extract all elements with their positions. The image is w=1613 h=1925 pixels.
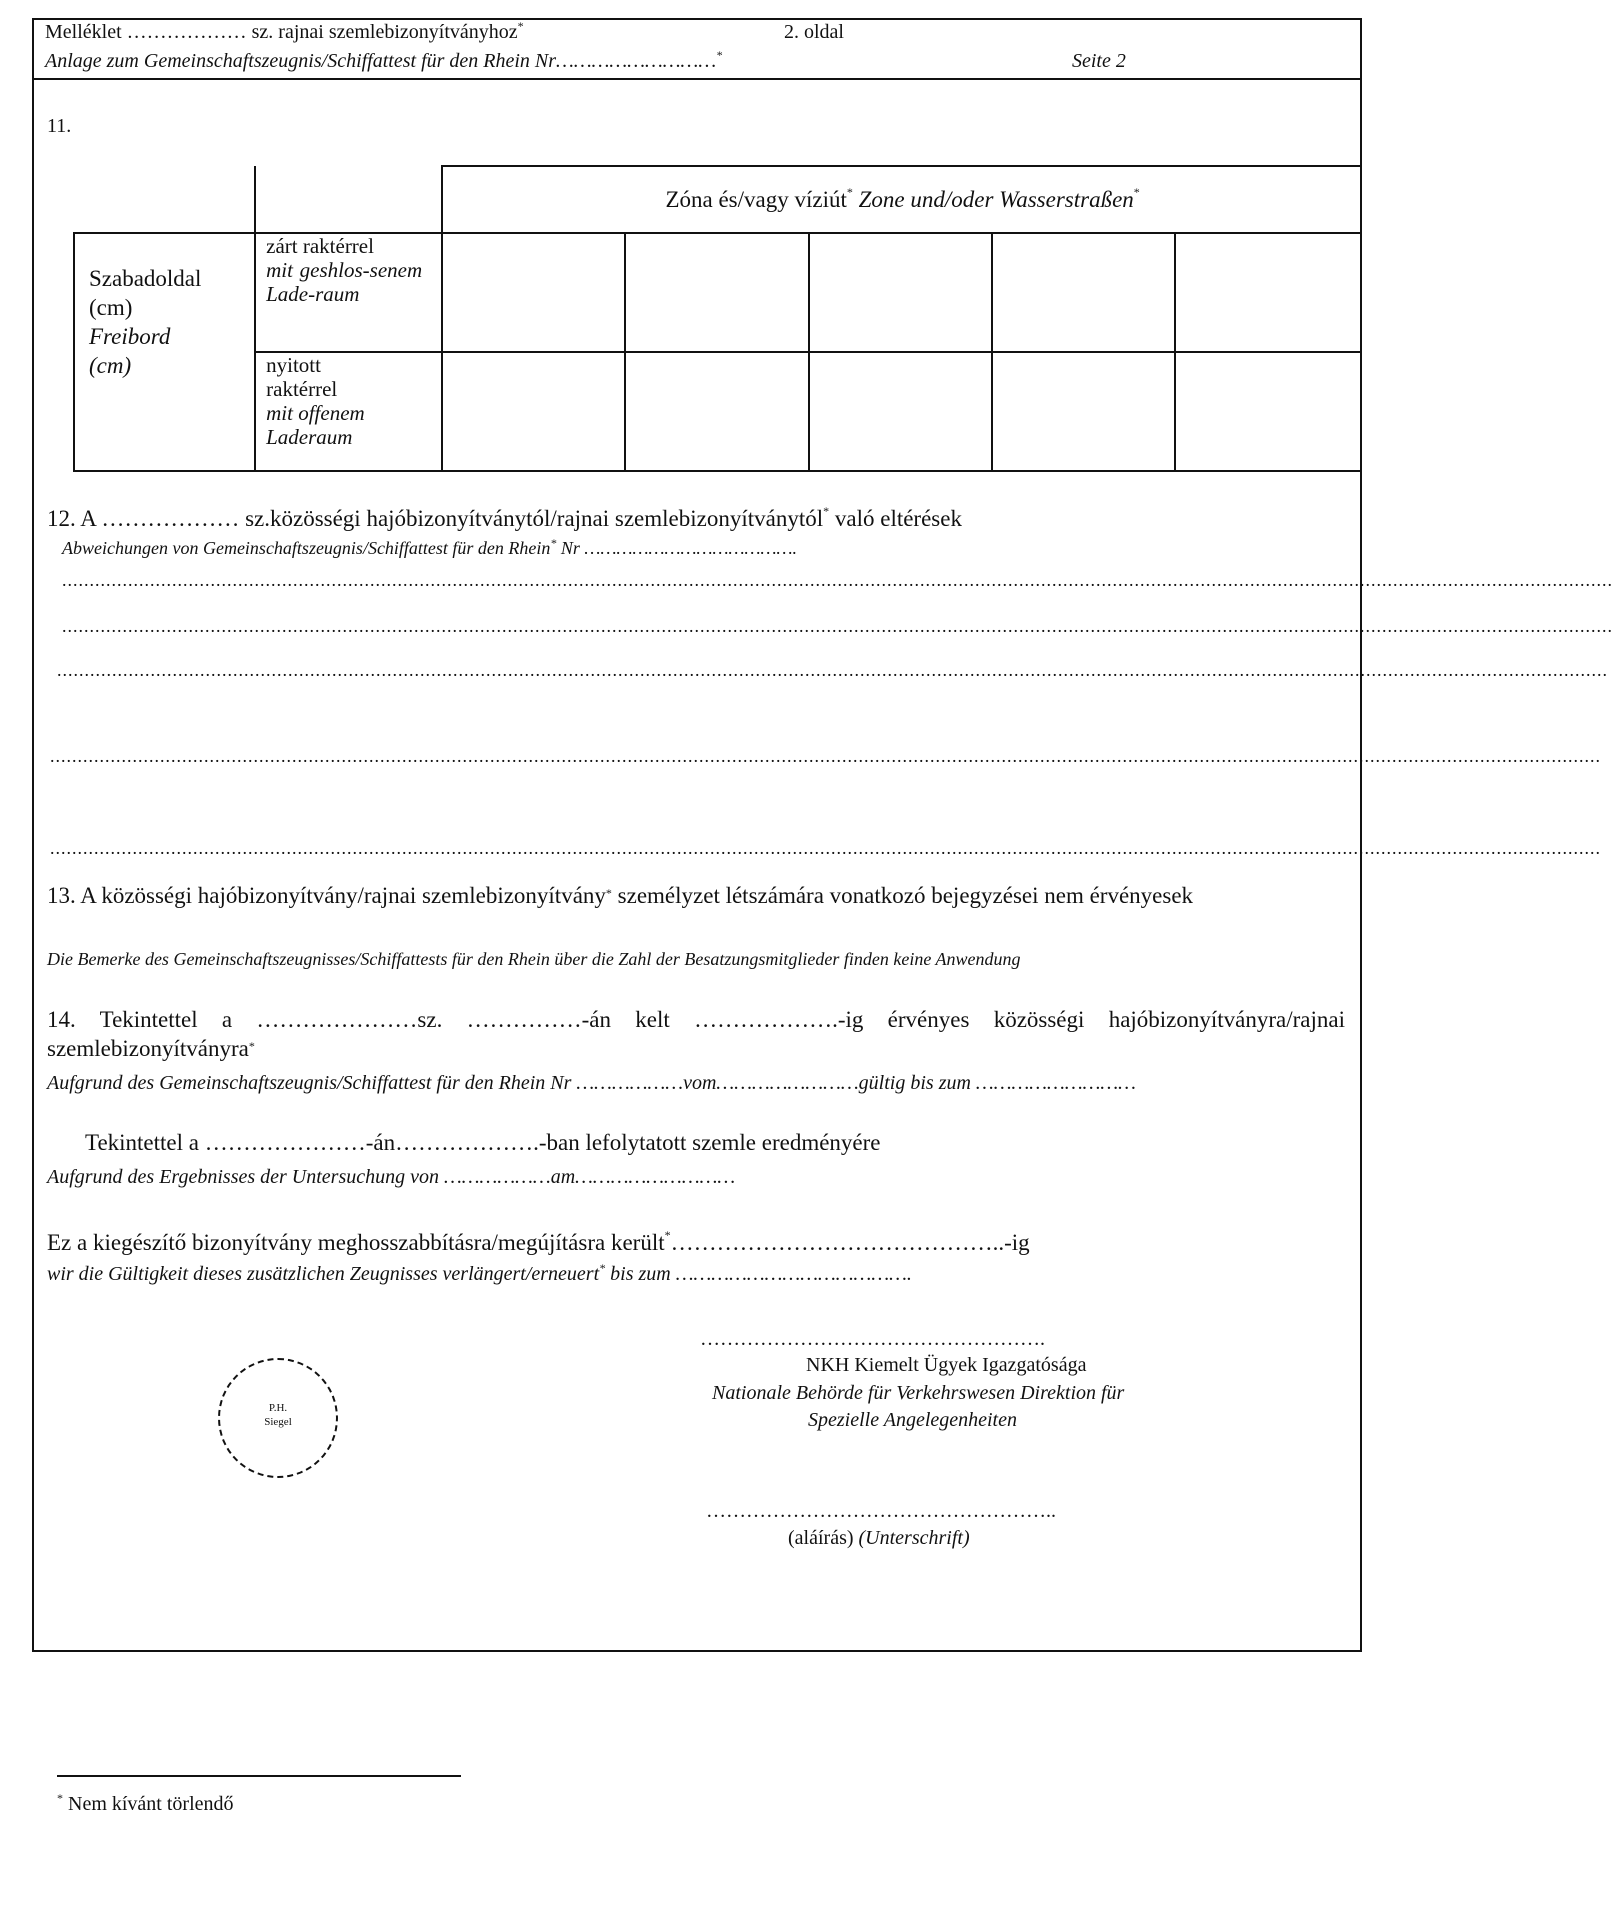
header-divider <box>32 78 1362 80</box>
dotted-line-3: .......................................................................................................................................................................................................................................................................................... <box>57 660 1608 680</box>
extension-hu: Ez a kiegészítő bizonyítvány meghosszabbításra/megújításra került*……………………………………..-ig <box>47 1228 1030 1255</box>
value-cell <box>809 352 992 471</box>
footnote-rule <box>57 1775 461 1777</box>
dotted-line-4: .......................................................................................................................................................................................................................................................................................... <box>50 746 1601 766</box>
page-number-de: Seite 2 <box>1072 50 1126 72</box>
signature-dots-2: …………………………………………….. <box>706 1500 1056 1522</box>
value-cell <box>992 352 1175 471</box>
dotted-line-2: .......................................................................................................................................................................................................................................................................................... <box>62 616 1613 636</box>
seal-line1: P.H. <box>268 1402 288 1414</box>
header-line1: Melléklet ……………… sz. rajnai szemlebizonyítványhoz* <box>45 19 524 43</box>
page-number-hu: 2. oldal <box>784 21 844 43</box>
section12-de: Abweichungen von Gemeinschaftszeugnis/Schiffattest für den Rhein* Nr …………………………………. <box>62 536 797 558</box>
freeboard-label-cell: Szabadoldal (cm) Freibord (cm) <box>74 233 255 471</box>
header-line2: Anlage zum Gemeinschaftszeugnis/Schiffattest für den Rhein Nr………………………* <box>45 48 723 72</box>
zone-header-cell: Zóna és/vagy víziút* Zone und/oder Wasserstraßen* <box>442 166 1362 233</box>
open-hold-label: nyitott raktérrel mit offenem Laderaum <box>255 352 442 471</box>
authority-hu: NKH Kiemelt Ügyek Igazgatósága <box>806 1354 1087 1376</box>
section12-hu: 12. A ……………… sz.közösségi hajóbizonyítványtól/rajnai szemlebizonyítványtól* való eltérések <box>47 504 962 531</box>
closed-hold-label: zárt raktérrel mit geshlos-senem Lade-raum <box>255 233 442 352</box>
authority-de-2: Spezielle Angelegenheiten <box>808 1409 1017 1431</box>
section11-number: 11. <box>47 115 72 137</box>
signature-caption: (aláírás) (Unterschrift) <box>788 1527 970 1549</box>
section14-hu: 14. Tekintettel a …………………sz. ……………-án kelt ……………….-ig érvényes közösségi hajóbizonyítványra/rajnai szemlebizonyítványra* <box>47 1007 1345 1061</box>
dotted-line-1: .......................................................................................................................................................................................................................................................................................... <box>62 570 1613 590</box>
freeboard-table <box>73 165 1362 472</box>
value-cell <box>1175 233 1362 352</box>
extension-de: wir die Gültigkeit dieses zusätzlichen Zeugnisses verlängert/erneuert* bis zum …………………………………. <box>47 1261 912 1285</box>
authority-de-1: Nationale Behörde für Verkehrswesen Direktion für <box>712 1382 1125 1404</box>
value-cell <box>625 233 808 352</box>
value-cell <box>625 352 808 471</box>
seal-line2: Siegel <box>264 1416 292 1428</box>
value-cell <box>809 233 992 352</box>
section14-hu-b: Tekintettel a …………………-án……………….-ban lefolytatott szemle eredményére <box>85 1130 881 1155</box>
value-cell <box>992 233 1175 352</box>
signature-dots-1: ……………………………………………. <box>700 1328 1045 1350</box>
seal-stamp <box>218 1358 338 1478</box>
footnote: * Nem kívánt törlendő <box>57 1791 234 1815</box>
section14-de: Aufgrund des Gemeinschaftszeugnis/Schiffattest für den Rhein Nr ………………vom……………………gültig bis zum ……………………… <box>47 1072 1136 1094</box>
value-cell <box>442 352 625 471</box>
dotted-line-5: .......................................................................................................................................................................................................................................................................................... <box>50 838 1601 858</box>
value-cell <box>442 233 625 352</box>
value-cell <box>1175 352 1362 471</box>
section13-de: Die Bemerke des Gemeinschaftszeugnisses/Schiffattests für den Rhein über die Zahl der Besatzungsmitglieder finden keine Anwendung <box>47 949 1021 969</box>
section13-hu: 13. A közösségi hajóbizonyítvány/rajnai szemlebizonyítvány* személyzet létszámára vonatkozó bejegyzései nem érvényesek <box>47 883 1194 908</box>
section14-de-b: Aufgrund des Ergebnisses der Untersuchung von ………………am……………………… <box>47 1166 736 1188</box>
